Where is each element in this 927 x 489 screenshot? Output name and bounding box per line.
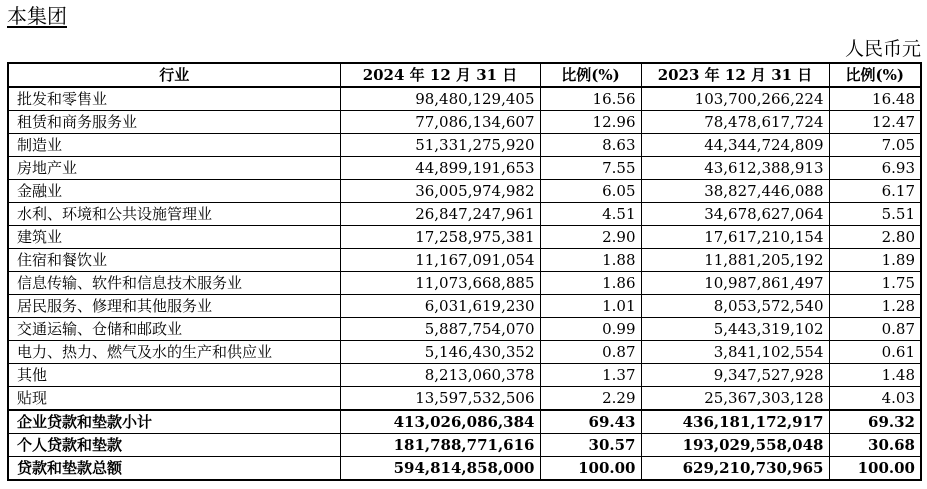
ratio-2023-cell: 1.48 — [829, 364, 921, 387]
ratio-2023-cell: 1.28 — [829, 295, 921, 318]
header-2024-ratio: 比例(%) — [540, 63, 641, 87]
table-row — [8, 364, 921, 387]
amount-2023-cell: 25,367,303,128 — [641, 387, 829, 411]
amount-2023-cell: 17,617,210,154 — [641, 226, 829, 249]
ratio-2023-cell: 16.48 — [829, 87, 921, 111]
ratio-2023-cell: 12.47 — [829, 111, 921, 134]
amount-2023-cell: 10,987,861,497 — [641, 272, 829, 295]
amount-2023-cell: 78,478,617,724 — [641, 111, 829, 134]
amount-2023-cell: 5,443,319,102 — [641, 318, 829, 341]
amount-2024-cell: 36,005,974,982 — [340, 180, 540, 203]
amount-2023-cell: 38,827,446,088 — [641, 180, 829, 203]
ratio-2024-cell: 4.51 — [540, 203, 641, 226]
ratio-2024-cell: 6.05 — [540, 180, 641, 203]
ratio-2024-cell: 16.56 — [540, 87, 641, 111]
amount-2024-cell: 51,331,275,920 — [340, 134, 540, 157]
amount-2024-cell: 98,480,129,405 — [340, 87, 540, 111]
page-title: 本集团 — [7, 4, 67, 28]
ratio-2024-cell: 69.43 — [540, 410, 641, 434]
total-row — [8, 434, 921, 457]
industry-cell: 水利、环境和公共设施管理业 — [8, 203, 340, 226]
ratio-2023-cell: 5.51 — [829, 203, 921, 226]
amount-2023-cell: 3,841,102,554 — [641, 341, 829, 364]
amount-2024-cell: 8,213,060,378 — [340, 364, 540, 387]
ratio-2024-cell: 100.00 — [540, 457, 641, 481]
ratio-2024-cell: 1.86 — [540, 272, 641, 295]
industry-cell: 建筑业 — [8, 226, 340, 249]
industry-cell: 交通运输、仓储和邮政业 — [8, 318, 340, 341]
table-row — [8, 341, 921, 364]
ratio-2023-cell: 6.17 — [829, 180, 921, 203]
ratio-2023-cell: 30.68 — [829, 434, 921, 457]
header-2023-ratio: 比例(%) — [829, 63, 921, 87]
amount-2023-cell: 34,678,627,064 — [641, 203, 829, 226]
amount-2023-cell: 43,612,388,913 — [641, 157, 829, 180]
currency-unit-label: 人民币元 — [844, 38, 921, 60]
amount-2023-cell: 629,210,730,965 — [641, 457, 829, 481]
industry-cell: 电力、热力、燃气及水的生产和供应业 — [8, 341, 340, 364]
ratio-2023-cell: 1.89 — [829, 249, 921, 272]
industry-cell: 贴现 — [8, 387, 340, 411]
table-row — [8, 180, 921, 203]
amount-2023-cell: 436,181,172,917 — [641, 410, 829, 434]
table-row — [8, 203, 921, 226]
table-row — [8, 226, 921, 249]
ratio-2024-cell: 1.37 — [540, 364, 641, 387]
industry-cell: 金融业 — [8, 180, 340, 203]
amount-2024-cell: 77,086,134,607 — [340, 111, 540, 134]
industry-cell: 个人贷款和垫款 — [8, 434, 340, 457]
industry-cell: 房地产业 — [8, 157, 340, 180]
industry-cell: 租赁和商务服务业 — [8, 111, 340, 134]
industry-cell: 制造业 — [8, 134, 340, 157]
amount-2024-cell: 5,146,430,352 — [340, 341, 540, 364]
table-row — [8, 157, 921, 180]
ratio-2023-cell: 0.61 — [829, 341, 921, 364]
ratio-2024-cell: 2.90 — [540, 226, 641, 249]
industry-cell: 其他 — [8, 364, 340, 387]
ratio-2024-cell: 1.88 — [540, 249, 641, 272]
table-row — [8, 249, 921, 272]
industry-cell: 企业贷款和垫款小计 — [8, 410, 340, 434]
industry-cell: 批发和零售业 — [8, 87, 340, 111]
amount-2023-cell: 11,881,205,192 — [641, 249, 829, 272]
ratio-2023-cell: 4.03 — [829, 387, 921, 411]
amount-2023-cell: 8,053,572,540 — [641, 295, 829, 318]
total-row — [8, 457, 921, 481]
ratio-2024-cell: 1.01 — [540, 295, 641, 318]
table-row — [8, 318, 921, 341]
amount-2023-cell: 44,344,724,809 — [641, 134, 829, 157]
amount-2023-cell: 103,700,266,224 — [641, 87, 829, 111]
ratio-2024-cell: 12.96 — [540, 111, 641, 134]
total-row — [8, 410, 921, 434]
amount-2024-cell: 11,167,091,054 — [340, 249, 540, 272]
amount-2024-cell: 594,814,858,000 — [340, 457, 540, 481]
amount-2024-cell: 413,026,086,384 — [340, 410, 540, 434]
table-row — [8, 134, 921, 157]
amount-2024-cell: 181,788,771,616 — [340, 434, 540, 457]
ratio-2024-cell: 2.29 — [540, 387, 641, 411]
ratio-2023-cell: 6.93 — [829, 157, 921, 180]
amount-2024-cell: 5,887,754,070 — [340, 318, 540, 341]
amount-2023-cell: 9,347,527,928 — [641, 364, 829, 387]
industry-cell: 住宿和餐饮业 — [8, 249, 340, 272]
ratio-2024-cell: 8.63 — [540, 134, 641, 157]
industry-cell: 贷款和垫款总额 — [8, 457, 340, 481]
ratio-2024-cell: 0.87 — [540, 341, 641, 364]
ratio-2023-cell: 2.80 — [829, 226, 921, 249]
header-2023-amount: 2023 年 12 月 31 日 — [641, 63, 829, 87]
ratio-2023-cell: 0.87 — [829, 318, 921, 341]
amount-2024-cell: 44,899,191,653 — [340, 157, 540, 180]
amount-2024-cell: 26,847,247,961 — [340, 203, 540, 226]
ratio-2024-cell: 7.55 — [540, 157, 641, 180]
ratio-2023-cell: 7.05 — [829, 134, 921, 157]
amount-2024-cell: 6,031,619,230 — [340, 295, 540, 318]
ratio-2024-cell: 30.57 — [540, 434, 641, 457]
table-row — [8, 387, 921, 411]
industry-cell: 居民服务、修理和其他服务业 — [8, 295, 340, 318]
ratio-2023-cell: 1.75 — [829, 272, 921, 295]
table-row — [8, 87, 921, 111]
table-row — [8, 295, 921, 318]
amount-2024-cell: 13,597,532,506 — [340, 387, 540, 411]
table-row — [8, 272, 921, 295]
table-header-row — [8, 63, 921, 87]
loan-industry-table — [7, 62, 922, 481]
table-row — [8, 111, 921, 134]
amount-2024-cell: 17,258,975,381 — [340, 226, 540, 249]
amount-2023-cell: 193,029,558,048 — [641, 434, 829, 457]
ratio-2024-cell: 0.99 — [540, 318, 641, 341]
industry-cell: 信息传输、软件和信息技术服务业 — [8, 272, 340, 295]
ratio-2023-cell: 100.00 — [829, 457, 921, 481]
header-industry: 行业 — [8, 63, 340, 87]
header-2024-amount: 2024 年 12 月 31 日 — [340, 63, 540, 87]
ratio-2023-cell: 69.32 — [829, 410, 921, 434]
amount-2024-cell: 11,073,668,885 — [340, 272, 540, 295]
